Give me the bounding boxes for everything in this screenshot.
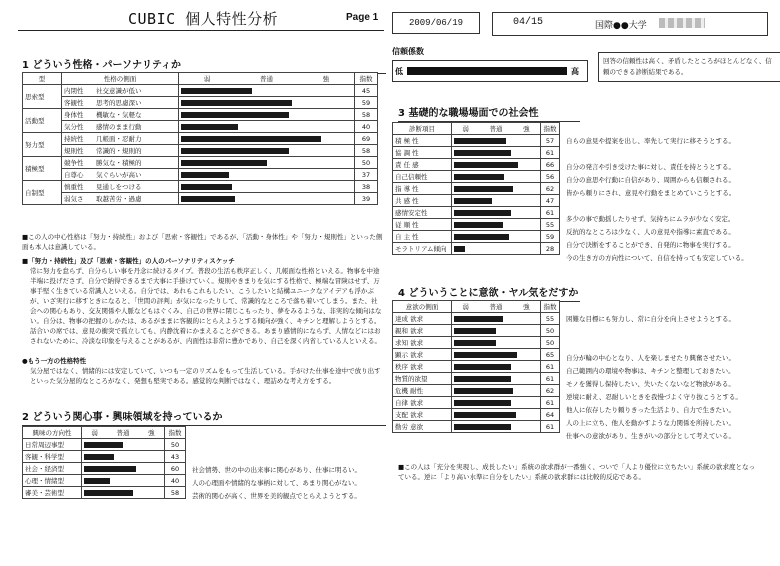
type-cell: 努力型: [23, 133, 62, 157]
table-row: [393, 373, 560, 385]
aspect-desc: 常識的・規則的: [96, 147, 142, 155]
score-bar: [181, 148, 289, 154]
bar-cell: [452, 219, 541, 231]
col-normal: 普通: [489, 303, 503, 311]
aspect-desc: 機敏な・気軽な: [96, 111, 142, 119]
row-comment: 皆から頼りにされ、意見や行動をまとめていこうとする。: [566, 189, 736, 197]
row-comment: 今の生き方の方向性について、自信を持っても安定している。: [566, 254, 748, 262]
table-row: [393, 231, 560, 243]
score-bar: [454, 162, 518, 168]
header-divider: [18, 30, 384, 31]
row-label: 顕示 欲求: [393, 349, 452, 361]
score-bar: [454, 150, 511, 156]
sketch-body: 常に努力を怠らず、自分らしい事を丹念に続けるタイプ。普段の生活も秩序正しく、几帳面な性格といえる。物事を中途半端に投げださず、自分で納得できるまで大事に手掛けていく。規則やきまりを気にする性格で、極端な冒険はせず、万事手堅く生きている常識人といえる。自分では、あれもこれもしたい、こうしたいと結構ユニークなアイデアも浮かぶが、いざ実行に移すときになると、「世間の評判」が気になったりして、常識的なところで落ち着いてしまう。また、社会への関心もあり、交友関係や人脈などもはぐくみ、自己の世界に閉じこもったり、夢をみるような、非実的な傾向はない。自分は、物事の把握のしかたは、あるがままに客観的にとらえようとする傾向が強く、キチンと理解しようとする。話合いの席では、意見の衝突で孤立しても、内静沈着にかまえることができる。あまり感情的にならず、人情などにはおされないために、冷淡な印象を与えることがあるが、内面性は非常に豊かであり、自己を深く内省している人といえる。: [30, 267, 382, 345]
bar-cell: [82, 451, 165, 463]
row-label: モラトリアム傾向: [393, 243, 452, 255]
row-comment: 多少の事で動揺したりせず、気持ちにムラが少なく安定。: [566, 215, 735, 223]
row-label: 責 任 感: [393, 159, 452, 171]
bar-cell: [179, 157, 355, 169]
section1-title: 1 どういう性格・パーソナリティか: [22, 56, 386, 74]
bar-cell: [452, 325, 541, 337]
row-comment: [192, 451, 382, 464]
score-bar: [454, 340, 496, 346]
aspect-desc: 気ぐらいが高い: [96, 171, 142, 179]
row-label: 感情安定性: [393, 207, 452, 219]
aspect-name: 気分性: [64, 123, 84, 131]
bar-cell: [452, 337, 541, 349]
bar-cell: [452, 195, 541, 207]
reliability-low-label: 低: [395, 67, 403, 76]
table-row: [393, 337, 560, 349]
row-comment: 仕事への意欲があり、生きがいの部分として考えている。: [566, 432, 735, 440]
score-value: 58: [165, 487, 186, 499]
score-value: 61: [541, 397, 560, 409]
row-label: 日常周辺事型: [23, 439, 82, 451]
aspect-name: 客観性: [64, 99, 84, 107]
row-comment: 他人に依存したり頼りきった生活より、自力で生きたい。: [566, 406, 735, 414]
score-value: 50: [165, 439, 186, 451]
row-label: 審美・芸術型: [23, 487, 82, 499]
row-comment: 芸術的関心が高く、世界を美的観点でとらえようとする。: [192, 492, 361, 500]
score-value: 61: [541, 207, 560, 219]
redacted-name: [659, 18, 705, 28]
score-bar: [84, 466, 136, 472]
score-bar: [454, 364, 511, 370]
bar-cell: [82, 487, 165, 499]
col-score: 指数: [541, 301, 560, 313]
score-bar: [181, 160, 267, 166]
row-comment: 自己範囲内の環境や物事は、キチンと整理しておきたい。: [566, 367, 735, 375]
interest-table: [22, 426, 186, 499]
table-row: [23, 133, 378, 145]
bar-cell: [452, 373, 541, 385]
score-bar: [454, 138, 506, 144]
report-title: CUBIC 個人特性分析: [128, 10, 279, 28]
row-comment: 反抗的なところは少なく、人の意見や指導に素直である。: [566, 228, 735, 236]
row-label: 物質的欲望: [393, 373, 452, 385]
row-label: 社会・経済型: [23, 463, 82, 475]
interest-comments: [192, 438, 382, 503]
score-value: 55: [541, 313, 560, 325]
section3-title: 3 基礎的な職場場面での社会性: [398, 104, 580, 122]
aspect-desc: 取越苦労・過慮: [96, 195, 142, 203]
score-bar: [454, 198, 492, 204]
score-value: 57: [541, 135, 560, 147]
aspect-desc: 勝気な・積極的: [96, 159, 142, 167]
score-bar: [84, 478, 110, 484]
score-value: 61: [541, 373, 560, 385]
row-comment: 困難な目標にも努力し、常に自分を向上させようとする。: [566, 315, 735, 323]
score-value: 39: [355, 193, 378, 205]
table-row: [393, 409, 560, 421]
table-row: [393, 207, 560, 219]
score-value: 37: [355, 169, 378, 181]
bar-cell: [82, 475, 165, 487]
table-row: [393, 385, 560, 397]
col-score: 指数: [165, 427, 186, 439]
bar-cell: [452, 397, 541, 409]
score-value: 61: [541, 147, 560, 159]
aspect-cell: [62, 121, 179, 133]
score-bar: [181, 136, 321, 142]
col-strong: 強: [148, 429, 155, 437]
table-row: [393, 183, 560, 195]
score-bar: [84, 490, 133, 496]
score-bar: [181, 124, 238, 130]
row-label: 親和 欲求: [393, 325, 452, 337]
row-label: 積 極 性: [393, 135, 452, 147]
score-value: 62: [541, 183, 560, 195]
table-row: [393, 243, 560, 255]
aspect-name: 自尊心: [64, 171, 84, 179]
score-value: 61: [541, 361, 560, 373]
personality-table: [22, 72, 378, 205]
col-weak: 弱: [203, 75, 211, 83]
table-row: [23, 439, 186, 451]
score-value: 50: [355, 157, 378, 169]
examinee-box: [492, 12, 768, 36]
col-weak: 弱: [462, 303, 469, 311]
score-value: 38: [355, 181, 378, 193]
bar-cell: [82, 463, 165, 475]
score-bar: [454, 174, 504, 180]
score-value: 43: [165, 451, 186, 463]
aspect-desc: 社交意識が低い: [96, 87, 142, 95]
aspect-desc: 几帳面・忍耐力: [96, 135, 142, 143]
score-value: 40: [165, 475, 186, 487]
aspect-cell: [62, 181, 179, 193]
score-value: 50: [541, 337, 560, 349]
aspect-name: 内閉性: [64, 87, 84, 95]
score-bar: [454, 246, 465, 252]
row-label: 従 順 性: [393, 219, 452, 231]
section4-note: ■この人は「充分を実現し、成長したい」系統の欲求群が一番強く、ついで「人より優位に立ちたい」系統の欲求度となっている。逆に「より高い水準に自分をしたい」系統の欲求群には比較的反応である。: [398, 463, 756, 481]
score-bar: [84, 442, 123, 448]
score-bar: [181, 88, 252, 94]
col-direction: 興味の方向性: [23, 427, 82, 439]
bar-cell: [179, 85, 355, 97]
aspect-name: 規則性: [64, 147, 84, 155]
score-bar: [84, 454, 114, 460]
table-row: [23, 193, 378, 205]
table-row: [393, 219, 560, 231]
bar-cell: [452, 409, 541, 421]
table-row: [23, 451, 186, 463]
score-value: 28: [541, 243, 560, 255]
aspect-cell: [62, 133, 179, 145]
table-row: [23, 463, 186, 475]
section1-note: ■この人の中心性格は「努力・持続性」および「思索・客観性」であるが、「活動・身体性」や「努力・規則性」といった側面も本人は意識している。: [22, 233, 383, 251]
university-name: 国際●●大学: [595, 21, 647, 31]
table-row: [393, 361, 560, 373]
other-trait-body: 気分屋ではなく、情緒的には安定していて、いつも一定のリズムをもって生活している。手がけた仕事を途中で放り出すといった気分屋的なところがなく、発想も堅実である。感覚的な判断ではなく、理詰めな考え方をする。: [30, 367, 381, 385]
col-score: 指数: [541, 123, 560, 135]
reliability-title: 信頼係数: [392, 47, 424, 56]
aspect-desc: 思考的思慮深い: [96, 99, 142, 107]
bar-cell: [452, 243, 541, 255]
score-bar: [181, 172, 229, 178]
score-bar: [454, 234, 509, 240]
table-row: [23, 121, 378, 133]
aspect-cell: [62, 109, 179, 121]
table-row: [393, 159, 560, 171]
aspect-cell: [62, 145, 179, 157]
col-normal: 普通: [489, 125, 503, 133]
type-cell: 思索型: [23, 85, 62, 109]
row-comment: 社会情勢、世の中の出来事に関心があり、仕事に明るい。: [192, 466, 361, 474]
row-label: 客観・科学型: [23, 451, 82, 463]
sociality-comments: [566, 135, 772, 265]
row-comment: [566, 326, 772, 339]
score-bar: [454, 424, 511, 430]
score-value: 58: [355, 145, 378, 157]
table-row: [393, 171, 560, 183]
aspect-cell: [62, 169, 179, 181]
score-value: 62: [541, 385, 560, 397]
reliability-high-label: 高: [571, 67, 579, 76]
report-date: 2009/06/19: [392, 12, 480, 34]
reliability-gauge: [392, 60, 588, 82]
table-row: [23, 487, 186, 499]
score-bar: [454, 400, 511, 406]
aspect-name: 慎重性: [64, 183, 84, 191]
col-aspect: 性格の側面: [62, 73, 179, 85]
row-comment: [192, 438, 382, 451]
col-score: 指数: [355, 73, 378, 85]
table-row: [393, 397, 560, 409]
table-row: [393, 147, 560, 159]
score-bar: [454, 186, 513, 192]
score-value: 66: [541, 159, 560, 171]
sketch-title: ■「努力・持続性」及び「思索・客観性」の人のパーソナリティスケッチ: [22, 257, 235, 265]
col-weak: 弱: [462, 125, 469, 133]
row-label: 自 主 性: [393, 231, 452, 243]
table-row: [23, 157, 378, 169]
bar-cell: [452, 147, 541, 159]
row-label: 支配 欲求: [393, 409, 452, 421]
row-comment: モノを獲得し保持したい、失いたくないなど物欲がある。: [566, 380, 735, 388]
col-strong: 強: [523, 303, 530, 311]
section4-title: 4 どういうことに意欲・ヤル気をだすか: [398, 284, 580, 302]
aspect-name: 身体性: [64, 111, 84, 119]
bar-cell: [179, 145, 355, 157]
score-value: 50: [541, 325, 560, 337]
col-normal: 普通: [259, 75, 273, 83]
score-value: 55: [541, 219, 560, 231]
row-comment: 人の上に立ち、他人を動かすような力関係を所持したい。: [566, 419, 735, 427]
reliability-bar: [407, 67, 567, 75]
row-comment: 自らの意見や提案を出し、率先して実行に移そうとする。: [566, 137, 735, 145]
score-value: 61: [541, 421, 560, 433]
bar-cell: [452, 361, 541, 373]
score-value: 56: [541, 171, 560, 183]
aspect-cell: [62, 85, 179, 97]
row-label: 秩序 欲求: [393, 361, 452, 373]
table-row: [393, 313, 560, 325]
row-comment: 自分が輪の中心となり、人を楽しませたり興奮させたい。: [566, 354, 735, 362]
table-row: [23, 109, 378, 121]
bar-cell: [452, 159, 541, 171]
bar-cell: [452, 135, 541, 147]
aspect-cell: [62, 97, 179, 109]
row-label: 危機 耐性: [393, 385, 452, 397]
bar-cell: [179, 109, 355, 121]
table-row: [393, 195, 560, 207]
table-row: [23, 97, 378, 109]
bar-cell: [179, 193, 355, 205]
score-bar: [454, 376, 511, 382]
bar-cell: [452, 231, 541, 243]
aspect-name: 競争性: [64, 159, 84, 167]
table-row: [393, 325, 560, 337]
table-row: [23, 181, 378, 193]
row-comment: 逆境に耐え、忍耐しいときを我慢づよく守り抜こうとする。: [566, 393, 742, 401]
row-label: 心理・情緒型: [23, 475, 82, 487]
score-value: 58: [355, 109, 378, 121]
score-bar: [454, 210, 511, 216]
row-comment: 自分の発言や引き受けた事に対し、責任を持とうとする。: [566, 163, 735, 171]
score-value: 40: [355, 121, 378, 133]
row-comment: [566, 148, 772, 161]
row-label: 求知 欲求: [393, 337, 452, 349]
row-label: 自律 欲求: [393, 397, 452, 409]
row-label: 達成 欲求: [393, 313, 452, 325]
col-type: 型: [23, 73, 62, 85]
score-bar: [454, 352, 517, 358]
row-comment: [566, 339, 772, 352]
table-row: [393, 421, 560, 433]
aspect-cell: [62, 157, 179, 169]
bar-cell: [452, 349, 541, 361]
score-bar: [181, 112, 289, 118]
table-row: [393, 349, 560, 361]
table-row: [23, 169, 378, 181]
bar-cell: [452, 421, 541, 433]
col-strong: 強: [523, 125, 530, 133]
score-bar: [454, 222, 503, 228]
score-bar: [181, 184, 232, 190]
page-number: Page 1: [346, 12, 379, 23]
score-value: 60: [165, 463, 186, 475]
score-value: 59: [541, 231, 560, 243]
type-cell: 活動型: [23, 109, 62, 133]
table-row: [393, 135, 560, 147]
aspect-name: 弱気さ: [64, 195, 84, 203]
bar-cell: [452, 385, 541, 397]
col-motivation: 意欲の側面: [393, 301, 452, 313]
motivation-table: [392, 300, 560, 433]
bar-cell: [452, 171, 541, 183]
bar-cell: [179, 133, 355, 145]
score-value: 47: [541, 195, 560, 207]
row-comment: 自分で決断をすることができ、自発的に物事を実行する。: [566, 241, 735, 249]
bar-cell: [179, 97, 355, 109]
score-value: 64: [541, 409, 560, 421]
score-value: 65: [541, 349, 560, 361]
section2-title: 2 どういう関心事・興味領域を持っているか: [22, 408, 386, 426]
other-trait-title: ●もう一方の性格特性: [22, 357, 87, 365]
row-label: 共 感 性: [393, 195, 452, 207]
table-row: [23, 85, 378, 97]
aspect-desc: 感情のまま行動: [96, 123, 142, 131]
bar-cell: [452, 183, 541, 195]
sociality-table: [392, 122, 560, 255]
type-cell: 自制型: [23, 181, 62, 205]
bar-cell: [452, 313, 541, 325]
table-row: [23, 475, 186, 487]
type-cell: 積極型: [23, 157, 62, 181]
row-comment: [566, 200, 772, 213]
score-value: 69: [355, 133, 378, 145]
aspect-name: 持続性: [64, 135, 84, 143]
score-value: 59: [355, 97, 378, 109]
motivation-comments: [566, 313, 772, 443]
bar-cell: [452, 207, 541, 219]
row-label: 勤労 意欲: [393, 421, 452, 433]
row-label: 自己信頼性: [393, 171, 452, 183]
bar-cell: [179, 121, 355, 133]
aspect-cell: [62, 193, 179, 205]
bar-cell: [179, 181, 355, 193]
row-comment: 自分の意思や行動に自信があり、周囲からも信頼される。: [566, 176, 735, 184]
score-bar: [454, 388, 513, 394]
reliability-text: 回答の信頼性は高く、矛盾したところがほとんどなく、信頼のできる診断結果である。: [598, 52, 780, 82]
row-label: 指 導 性: [393, 183, 452, 195]
col-strong: 強: [322, 75, 330, 83]
score-bar: [181, 196, 235, 202]
score-bar: [454, 316, 503, 322]
bar-cell: [179, 169, 355, 181]
table-row: [23, 145, 378, 157]
col-normal: 普通: [116, 429, 130, 437]
score-bar: [454, 328, 496, 334]
row-label: 協 調 性: [393, 147, 452, 159]
col-weak: 弱: [91, 429, 98, 437]
score-bar: [181, 100, 292, 106]
bar-cell: [82, 439, 165, 451]
examinee-number: 04/15: [513, 17, 544, 28]
aspect-desc: 見通しをつける: [96, 183, 142, 191]
score-bar: [454, 412, 516, 418]
row-comment: 人の心理面や情緒的な事柄に対して、あまり関心がない。: [192, 479, 361, 487]
col-item: 診断項目: [393, 123, 452, 135]
score-value: 45: [355, 85, 378, 97]
